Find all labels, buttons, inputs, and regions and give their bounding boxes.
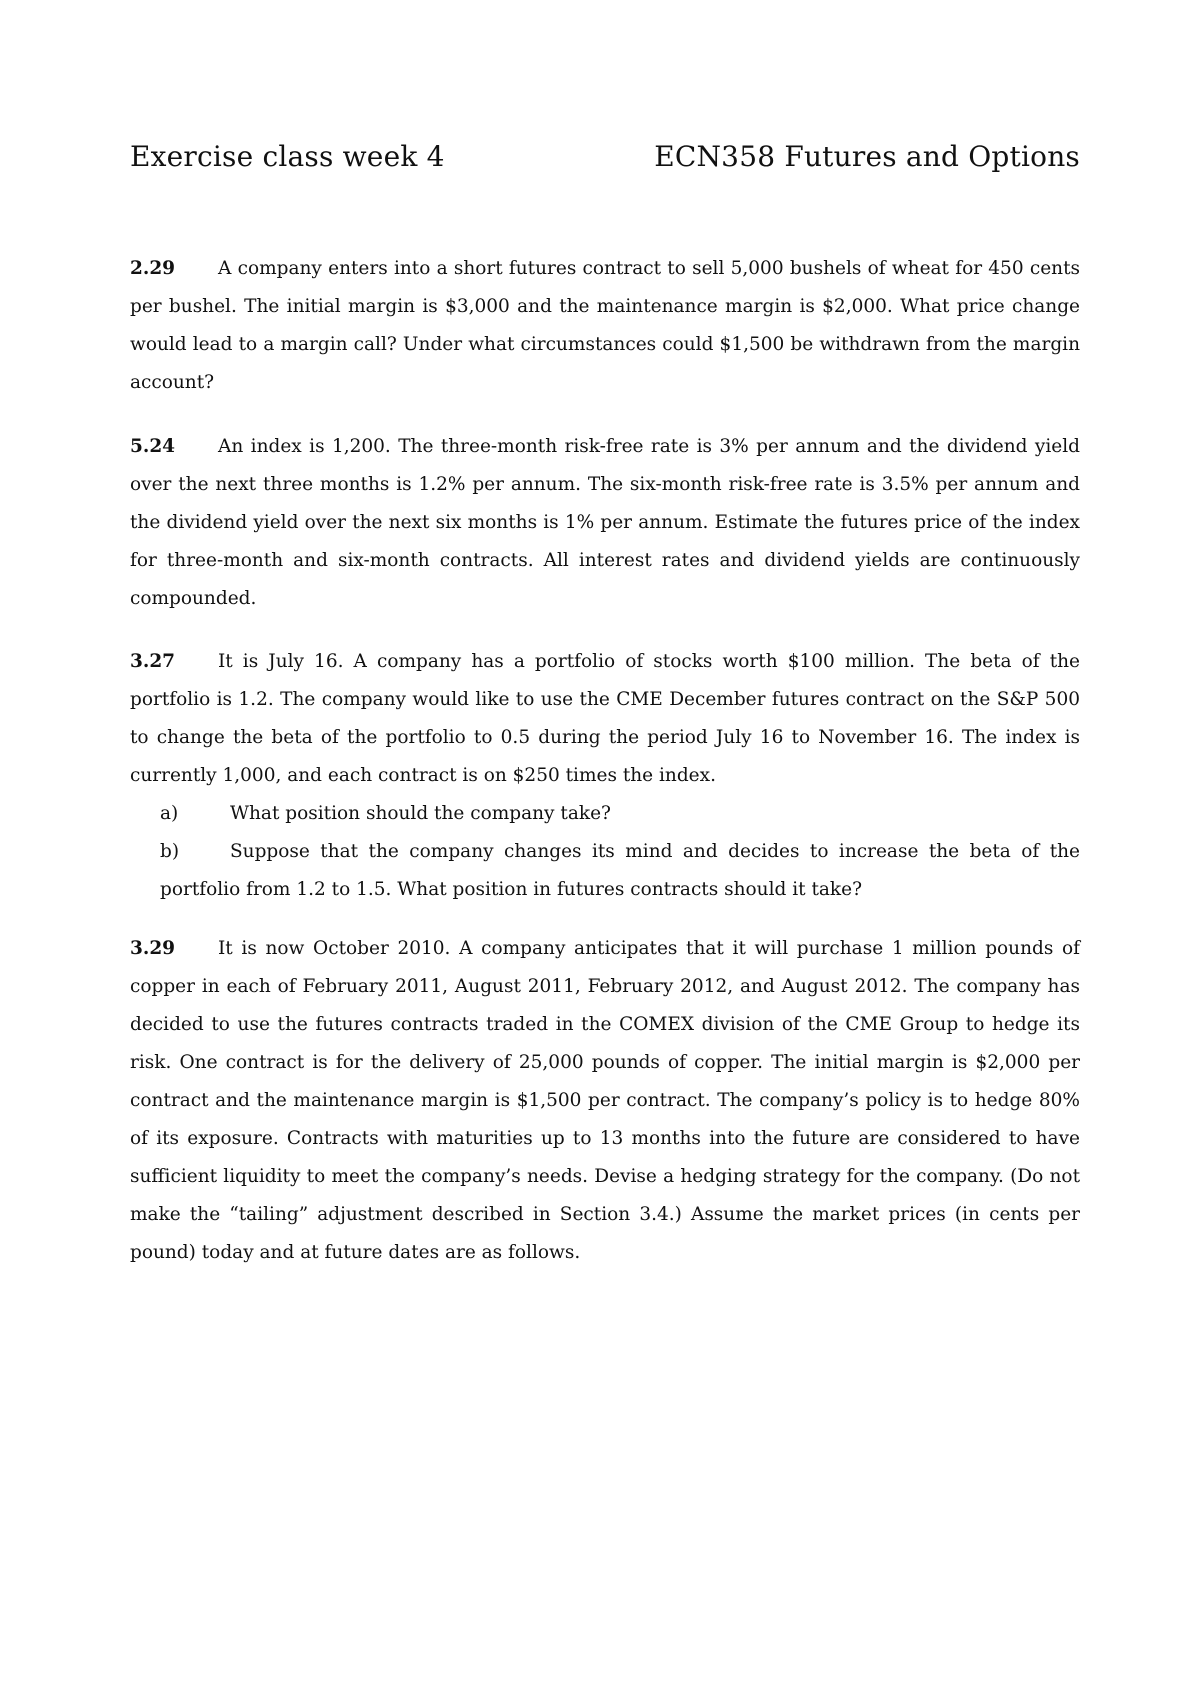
exercise-5-24 bbox=[130, 428, 1080, 618]
part-text: What position should the company take? bbox=[230, 803, 611, 824]
part-label: a) bbox=[160, 803, 179, 824]
exercise-number: 5.24 bbox=[130, 436, 176, 457]
exercise-part-a bbox=[130, 795, 1080, 833]
exercise-number: 3.29 bbox=[130, 938, 176, 959]
exercise-number: 3.27 bbox=[130, 651, 176, 672]
exercise-3-27 bbox=[130, 643, 1080, 909]
exercise-3-29 bbox=[130, 930, 1080, 1272]
part-label: b) bbox=[160, 841, 180, 862]
header-course-title: ECN358 Futures and Options bbox=[654, 140, 1080, 173]
exercise-2-29 bbox=[130, 250, 1080, 402]
page-header bbox=[130, 140, 1080, 173]
header-course-week: Exercise class week 4 bbox=[130, 140, 445, 173]
part-text: Suppose that the company changes its mind and decides to increase the beta of the portfolio from 1.2 to 1.5. What position in futures contracts should it take? bbox=[160, 841, 1080, 900]
exercise-text: An index is 1,200. The three-month risk-free rate is 3% per annum and the dividend yield over the next three months is 1.2% per annum. The six-month risk-free rate is 3.5% per annum and the dividend yield over the next six months is 1% per annum. Estimate the futures price of the index for three-month and six-month contracts. All interest rates and dividend yields are continuously compounded. bbox=[130, 436, 1080, 609]
exercise-text: A company enters into a short futures contract to sell 5,000 bushels of wheat for 450 cents per bushel. The initial margin is $3,000 and the maintenance margin is $2,000. What price change would lead to a margin call? Under what circumstances could $1,500 be withdrawn from the margin account? bbox=[130, 258, 1080, 393]
exercise-number: 2.29 bbox=[130, 258, 176, 279]
exercise-text: It is now October 2010. A company anticipates that it will purchase 1 million pounds of copper in each of February 2011, August 2011, February 2012, and August 2012. The company has decided to use the futures contracts traded in the COMEX division of the CME Group to hedge its risk. One contract is for the delivery of 25,000 pounds of copper. The initial margin is $2,000 per contract and the maintenance margin is $1,500 per contract. The company’s policy is to hedge 80% of its exposure. Contracts with maturities up to 13 months into the future are considered to have sufficient liquidity to meet the company’s needs. Devise a hedging strategy for the company. (Do not make the “tailing” adjustment described in Section 3.4.) Assume the market prices (in cents per pound) today and at future dates are as follows. bbox=[130, 938, 1080, 1263]
exercise-part-b bbox=[130, 833, 1080, 909]
exercise-text: It is July 16. A company has a portfolio of stocks worth $100 million. The beta of the portfolio is 1.2. The company would like to use the CME December futures contract on the S&P 500 to change the beta of the portfolio to 0.5 during the period July 16 to November 16. The index is currently 1,000, and each contract is on $250 times the index. bbox=[130, 651, 1080, 786]
